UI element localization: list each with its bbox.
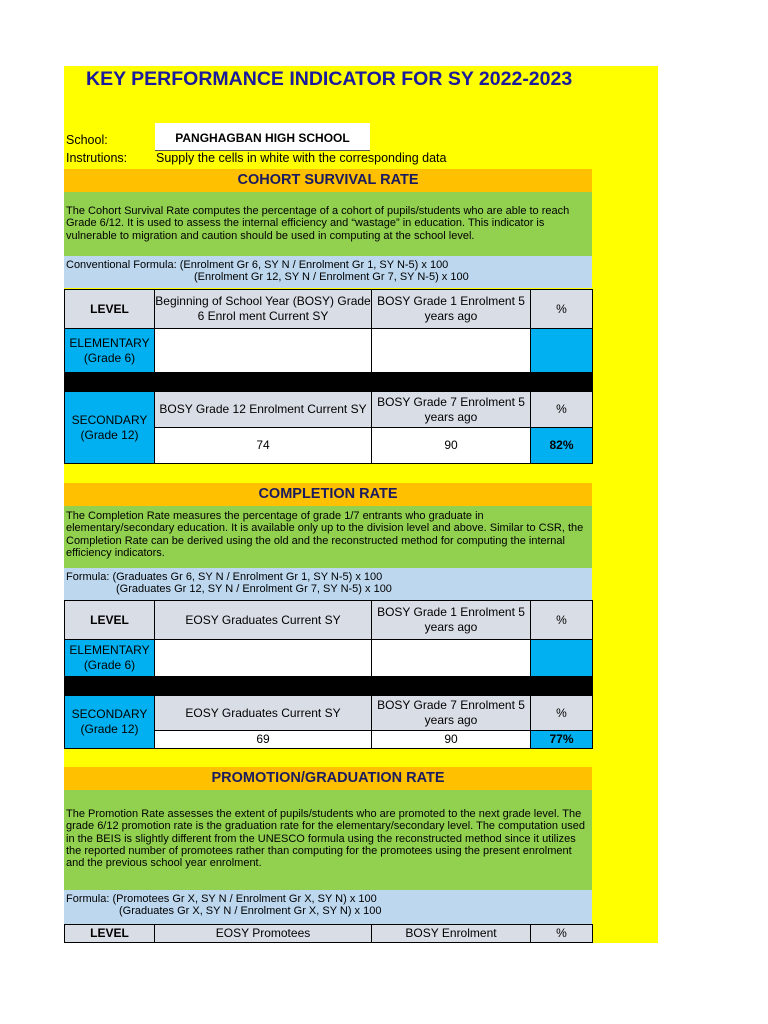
csr-heading: COHORT SURVIVAL RATE	[64, 169, 592, 192]
pr-formula-line2: (Graduates Gr X, SY N / Enrolment Gr X, SY N) x 100	[119, 904, 382, 917]
cr-secondary-label: SECONDARY (Grade 12)	[64, 695, 155, 749]
csr-col1-header: Beginning of School Year (BOSY) Grade 6 Enrol ment Current SY	[154, 289, 372, 329]
cr-sec-current-input[interactable]: 69	[154, 730, 372, 749]
cr-sec-past-input[interactable]: 90	[371, 730, 531, 749]
instructions-text: Supply the cells in white with the corresponding data	[156, 151, 447, 165]
csr-elem-past-input[interactable]	[371, 328, 531, 373]
cr-level-header: LEVEL	[64, 600, 155, 640]
csr-secondary-label: SECONDARY (Grade 12)	[64, 391, 155, 464]
school-name-field[interactable]: PANGHAGBAN HIGH SCHOOL	[155, 123, 370, 151]
cr-formula-line2: (Graduates Gr 12, SY N / Enrolment Gr 7, SY N-5) x 100	[116, 582, 392, 595]
cr-elementary-label: ELEMENTARY (Grade 6)	[64, 639, 155, 677]
pr-formula	[64, 890, 592, 924]
cr-col1-header: EOSY Graduates Current SY	[154, 600, 372, 640]
csr-divider	[64, 372, 593, 392]
cr-pct-header: %	[530, 600, 593, 640]
pr-level-header: LEVEL	[64, 924, 155, 943]
csr-level-header: LEVEL	[64, 289, 155, 329]
cr-description: The Completion Rate measures the percentage of grade 1/7 entrants who graduate in elementary/secondary education. It is available only up to the division level and above. Similar to CSR, the Completion Rate can be derived using the old and the reconstructed method for computing the internal efficiency indicators.	[64, 506, 592, 568]
csr-formula-line1: Conventional Formula: (Enrolment Gr 6, SY N / Enrolment Gr 1, SY N-5) x 100	[66, 259, 449, 271]
csr-formula-line2: (Enrolment Gr 12, SY N / Enrolment Gr 7, SY N-5) x 100	[194, 270, 469, 283]
csr-col2-header: BOSY Grade 1 Enrolment 5 years ago	[371, 289, 531, 329]
csr-sec-past-input[interactable]: 90	[371, 427, 531, 464]
csr-elem-current-input[interactable]	[154, 328, 372, 373]
kpi-sheet	[64, 66, 658, 943]
pr-formula-line1: Formula: (Promotees Gr X, SY N / Enrolment Gr X, SY N) x 100	[66, 893, 377, 905]
csr-elem-rate	[530, 328, 593, 373]
cr-sec-col1-header: EOSY Graduates Current SY	[154, 695, 372, 731]
csr-elementary-label: ELEMENTARY (Grade 6)	[64, 328, 155, 373]
cr-formula-line1: Formula: (Graduates Gr 6, SY N / Enrolment Gr 1, SY N-5) x 100	[66, 571, 383, 583]
pr-col2-header: BOSY Enrolment	[371, 924, 531, 943]
instructions-label: Instrutions:	[66, 151, 128, 165]
pr-description: The Promotion Rate assesses the extent of pupils/students who are promoted to the next grade level. The grade 6/12 promotion rate is the graduation rate for the elementary/secondary level. The computation used in the BEIS is slightly different from the UNESCO formula using the reconstructed method since it utilizes the reported number of promotees rather than computing for the promotees using the present enrolment and the previous school year enrolment.	[64, 790, 592, 890]
school-label: School:	[66, 133, 108, 147]
cr-col2-header: BOSY Grade 1 Enrolment 5 years ago	[371, 600, 531, 640]
csr-sec-current-input[interactable]: 74	[154, 427, 372, 464]
cr-formula	[64, 568, 592, 600]
cr-elem-past-input[interactable]	[371, 639, 531, 677]
cr-heading: COMPLETION RATE	[64, 483, 592, 506]
cr-sec-rate: 77%	[530, 730, 593, 749]
csr-formula	[64, 256, 592, 288]
cr-elem-current-input[interactable]	[154, 639, 372, 677]
csr-sec-pct-header: %	[530, 391, 593, 428]
page-title: KEY PERFORMANCE INDICATOR FOR SY 2022-2023	[86, 68, 573, 90]
pr-col1-header: EOSY Promotees	[154, 924, 372, 943]
cr-elem-rate	[530, 639, 593, 677]
cr-sec-col2-header: BOSY Grade 7 Enrolment 5 years ago	[371, 695, 531, 731]
csr-sec-col2-header: BOSY Grade 7 Enrolment 5 years ago	[371, 391, 531, 428]
csr-description: The Cohort Survival Rate computes the percentage of a cohort of pupils/students who are able to reach Grade 6/12. It is used to assess the internal efficiency and “wastage” in education. This indicator is vulnerable to migration and caution should be used in computing at the school level.	[64, 192, 592, 256]
cr-divider	[64, 676, 593, 696]
csr-pct-header: %	[530, 289, 593, 329]
csr-sec-rate: 82%	[530, 427, 593, 464]
csr-sec-col1-header: BOSY Grade 12 Enrolment Current SY	[154, 391, 372, 428]
pr-pct-header: %	[530, 924, 593, 943]
cr-sec-pct-header: %	[530, 695, 593, 731]
pr-heading: PROMOTION/GRADUATION RATE	[64, 767, 592, 790]
